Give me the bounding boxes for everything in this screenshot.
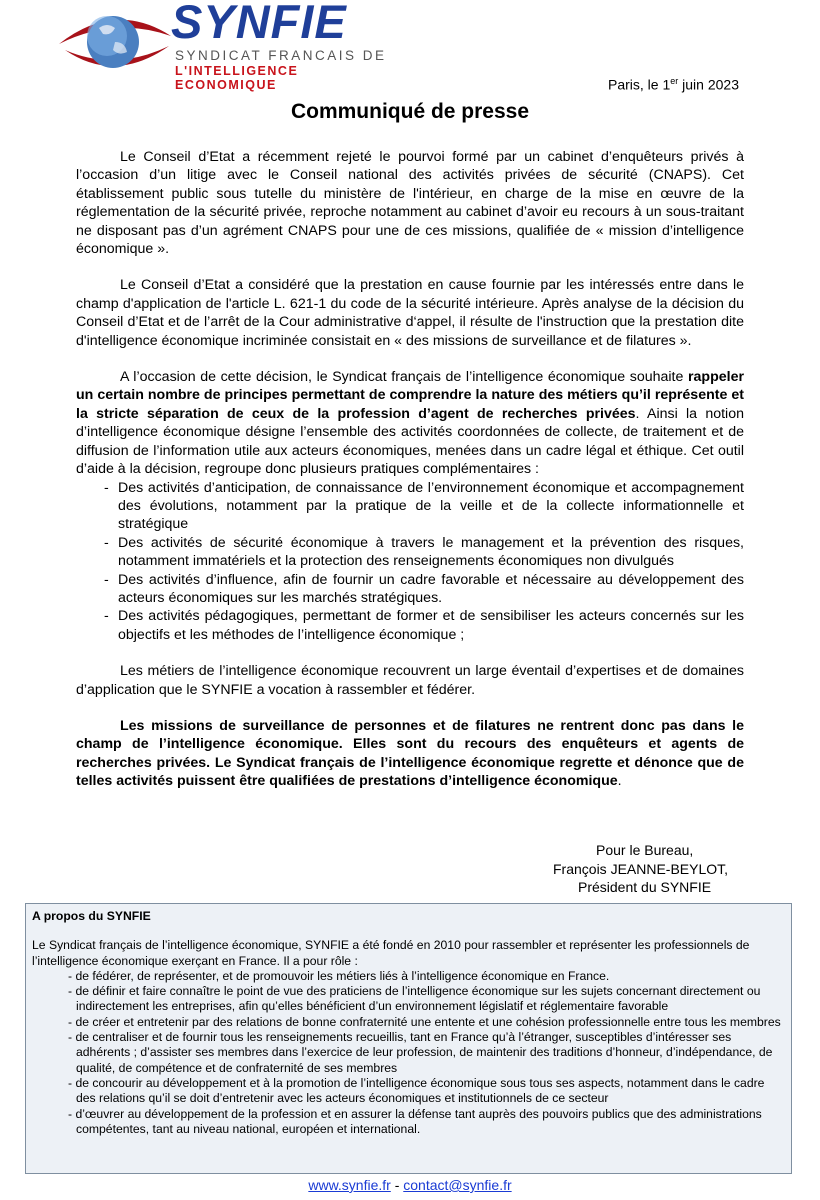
paragraph-4: Les métiers de l’intelligence économique recouvrent un large éventail d’expertises et de domaines d’application que le SYNFIE a vocation à rassembler et fédérer. [76, 663, 744, 698]
paragraph-5: Les missions de surveillance de personnes et de filatures ne rentrent donc pas dans le champ de l’intelligence économique. Elles sont du recours des enquêteurs et agents de recherches privées. Le Syndicat français de l’intelligence économique regrette et dénonce que de telles activités puissent être qualifiées de prestations d’intelligence économique. [76, 717, 744, 790]
list-item: - Des activités d’influence, afin de fournir un cadre favorable et nécessaire au développement des acteurs économiques sur les marchés stratégiques. [118, 571, 744, 608]
about-box [25, 903, 792, 1174]
list-item: - de créer et entretenir par des relations de bonne confraternité une entente et une cohésion professionnelle entre tous les membres [68, 1014, 781, 1029]
list-item: - de centraliser et de fournir tous les renseignements recueillis, tant en France qu’à l’étranger, susceptibles d’intéresser ses adhérents ; d’assister ses membres dans l’exercice de leur profession, de maintenir des traditions d’honneur, d’indépendance, de qualité, de compétence et de confraternité de ses membres [68, 1030, 773, 1075]
about-list [32, 969, 785, 1137]
paragraph-3: A l’occasion de cette décision, le Syndicat français de l’intelligence économique souhaite rappeler un certain nombre de principes permettant de comprendre la nature des métiers qu’il représente et la stricte séparation de ceux de la profession d’agent de recherches privées. Ainsi la notion d’intelligence économique désigne l’ensemble des activités coordonnées de collecte, de traitement et de diffusion de l’information utile aux acteurs économiques, menées dans un cadre légal et éthique. Cet outil d’aide à la décision, regroupe donc plusieurs pratiques complémentaires : [76, 369, 744, 478]
list-item: - de concourir au développement et à la promotion de l’intelligence économique sous tous ses aspects, notamment dans le cadre des relations qu’il se doit d’entretenir avec les acteurs économiques et institutionnels de ce secteur [68, 1075, 765, 1106]
about-title: A propos du SYNFIE [32, 909, 151, 923]
logo-name: SYNFIE [171, 0, 347, 48]
signature-line-3: Président du SYNFIE [578, 879, 712, 895]
synfie-logo [55, 0, 395, 92]
signature-line-2: François JEANNE-BEYLOT, [553, 860, 729, 877]
press-date: Paris, le 1er juin 2023 [608, 76, 739, 93]
list-item: - Des activités pédagogiques, permettant de former et de sensibiliser les acteurs concernés sur les objectifs et les méthodes de l’intelligence économique ; [118, 607, 744, 644]
website-link[interactable]: www.synfie.fr [308, 1177, 391, 1193]
about-intro: Le Syndicat français de l’intelligence économique, SYNFIE a été fondé en 2010 pour rassembler et représenter les professionnels de l’intelligence économique exerçant en France. Il a pour rôle : [32, 938, 750, 968]
list-item: - de définir et faire connaître le point de vue des praticiens de l’intelligence économique sur les sujets concernant directement ou indirectement les entreprises, afin qu’elles bénéficient d’un environnement législatif et réglementaire favorable [68, 984, 761, 1014]
list-item: - d’œuvrer au développement de la profession et en assurer la défense tant auprès des pouvoirs publics que des administrations compétentes, tant au niveau national, européen et international. [68, 1106, 762, 1136]
logo-subtitle-1: SYNDICAT FRANCAIS DE [175, 48, 387, 63]
list-item: - Des activités d’anticipation, de connaissance de l’environnement économique et accompagnement des évolutions, notamment par la pratique de la veille et de la collecte informationnelle et stratégique [118, 479, 744, 534]
paragraph-2: Le Conseil d’Etat a considéré que la prestation en cause fournie par les intéressés entre dans le champ d'application de l'article L. 621-1 du code de la sécurité intérieure. Après analyse de la décision du Conseil d’Etat et de l’arrêt de la Cour administrative d‘appel, il résulte de l'instruction que la prestation dite d'intelligence économique incriminée consistait en « des missions de surveillance et de filatures ». [76, 277, 744, 349]
paragraph-1: Le Conseil d’Etat a récemment rejeté le pourvoi formé par un cabinet d’enquêteurs privés à l’occasion d’un litige avec le Conseil national des activités privées de sécurité (CNAPS). Cet établissement public sous tutelle du ministère de l'intérieur, en charge de la mise en œuvre de la réglementation de la sécurité privée, reproche notamment au cabinet d’avoir eu recours à un sous-traitant ne disposant pas d’un agrément CNAPS pour une de ces missions, qualifiée de « mission d’intelligence économique ». [76, 149, 744, 258]
list-item: - de fédérer, de représenter, et de promouvoir les métiers liés à l’intelligence économique en France. [68, 968, 610, 983]
footer: www.synfie.fr - contact@synfie.fr [308, 1177, 512, 1193]
page-title: Communiqué de presse [290, 100, 530, 123]
email-link[interactable]: contact@synfie.fr [403, 1177, 512, 1193]
logo-subtitle-2: L'INTELLIGENCE ECONOMIQUE [175, 64, 299, 92]
globe-eye-icon [55, 6, 175, 78]
activities-list [76, 479, 744, 645]
signature-line-1: Pour le Bureau, [596, 842, 694, 858]
list-item: - Des activités de sécurité économique à travers le management et la prévention des risques, notamment immatériels et la protection des renseignements économiques non divulgués [118, 534, 744, 571]
press-body [76, 148, 744, 791]
